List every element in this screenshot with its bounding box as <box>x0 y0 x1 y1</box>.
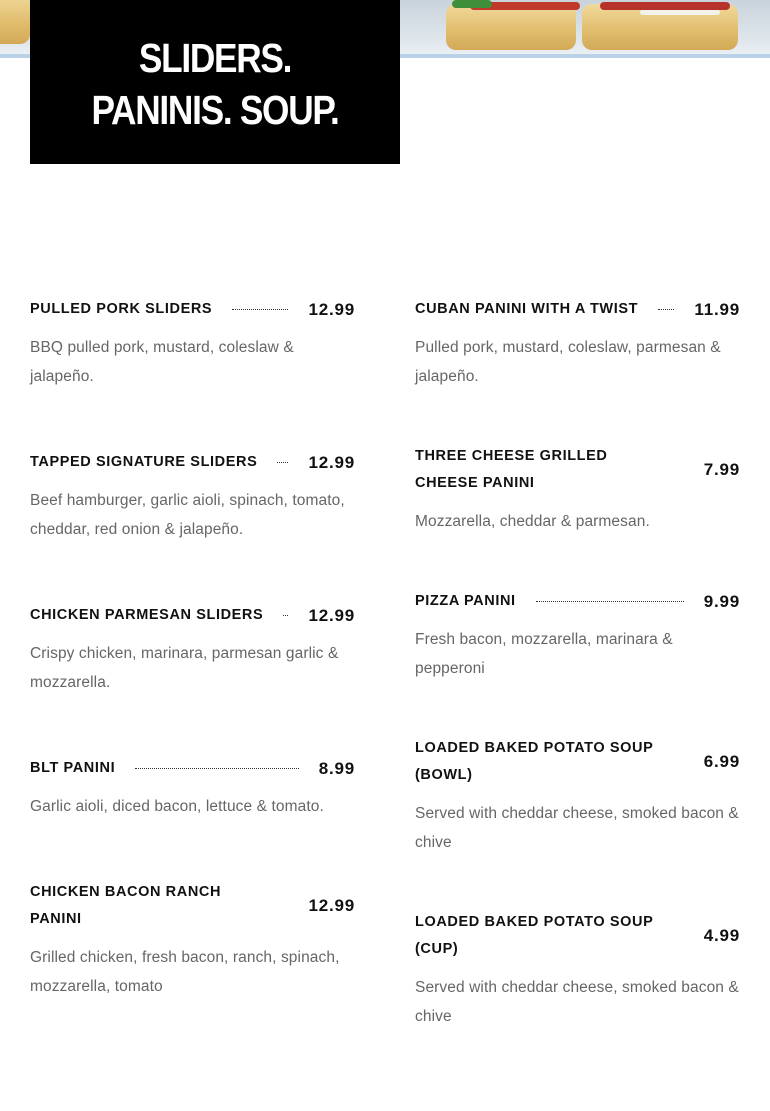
menu-item-price: 12.99 <box>308 299 355 319</box>
menu-item <box>415 296 740 391</box>
menu-item-name: LOADED BAKED POTATO SOUP (CUP) <box>415 914 654 957</box>
menu-item-price: 12.99 <box>308 452 355 472</box>
menu-item-price: 6.99 <box>703 752 740 771</box>
dotted-leader <box>135 768 298 769</box>
menu-item-price: 8.99 <box>318 758 355 778</box>
menu-item-description: Beef hamburger, garlic aioli, spinach, tomato, cheddar, red onion & jalapeño. <box>30 492 345 538</box>
menu-column-left <box>30 296 355 1059</box>
menu-item-description: BBQ pulled pork, mustard, coleslaw & jalapeño. <box>30 339 294 385</box>
menu-item-description: Grilled chicken, fresh bacon, ranch, spinach, mozzarella, tomato <box>30 949 340 995</box>
menu-item-description: Pulled pork, mustard, coleslaw, parmesan & jalapeño. <box>415 339 721 385</box>
dotted-leader <box>658 309 674 310</box>
menu-item <box>415 443 740 536</box>
menu-item-name: THREE CHEESE GRILLED CHEESE PANINI <box>415 448 608 491</box>
menu-item-name: CUBAN PANINI WITH A TWIST <box>415 301 639 317</box>
menu-item <box>30 879 355 1001</box>
menu-item-description: Served with cheddar cheese, smoked bacon & chive <box>415 805 739 851</box>
menu-item-description: Fresh bacon, mozzarella, marinara & pepperoni <box>415 631 673 677</box>
dotted-leader <box>283 615 288 616</box>
dotted-leader <box>232 309 288 310</box>
page-title: SLIDERS. PANINIS. SOUP. <box>91 35 339 133</box>
menu-item <box>30 449 355 544</box>
menu-item <box>30 296 355 391</box>
dotted-leader <box>277 462 288 463</box>
menu-item-name: LOADED BAKED POTATO SOUP (BOWL) <box>415 740 654 783</box>
menu-item <box>415 588 740 683</box>
dotted-leader <box>536 601 684 602</box>
menu-item-description: Garlic aioli, diced bacon, lettuce & tomato. <box>30 798 324 815</box>
menu-item-price: 12.99 <box>308 605 355 625</box>
menu-item <box>30 755 355 821</box>
menu-item-name: BLT PANINI <box>30 760 116 776</box>
menu-item-price: 4.99 <box>703 926 740 945</box>
menu-item <box>30 602 355 697</box>
menu-item-price: 12.99 <box>308 896 355 915</box>
menu-item-price: 7.99 <box>703 460 740 479</box>
menu-item-description: Crispy chicken, marinara, parmesan garlic & mozzarella. <box>30 645 339 691</box>
menu-item-name: TAPPED SIGNATURE SLIDERS <box>30 454 258 470</box>
menu-item-name: CHICKEN BACON RANCH PANINI <box>30 884 222 927</box>
menu-column-right <box>415 296 740 1083</box>
menu-item-description: Mozzarella, cheddar & parmesan. <box>415 513 650 530</box>
menu-item <box>415 735 740 857</box>
title-banner <box>30 0 400 164</box>
menu-item-price: 9.99 <box>703 591 740 611</box>
menu-item-description: Served with cheddar cheese, smoked bacon & chive <box>415 979 739 1025</box>
menu-item-name: CHICKEN PARMESAN SLIDERS <box>30 607 264 623</box>
menu-item-name: PIZZA PANINI <box>415 593 516 609</box>
menu-item-name: PULLED PORK SLIDERS <box>30 301 213 317</box>
menu-item-price: 11.99 <box>694 299 740 319</box>
menu-item <box>415 909 740 1031</box>
